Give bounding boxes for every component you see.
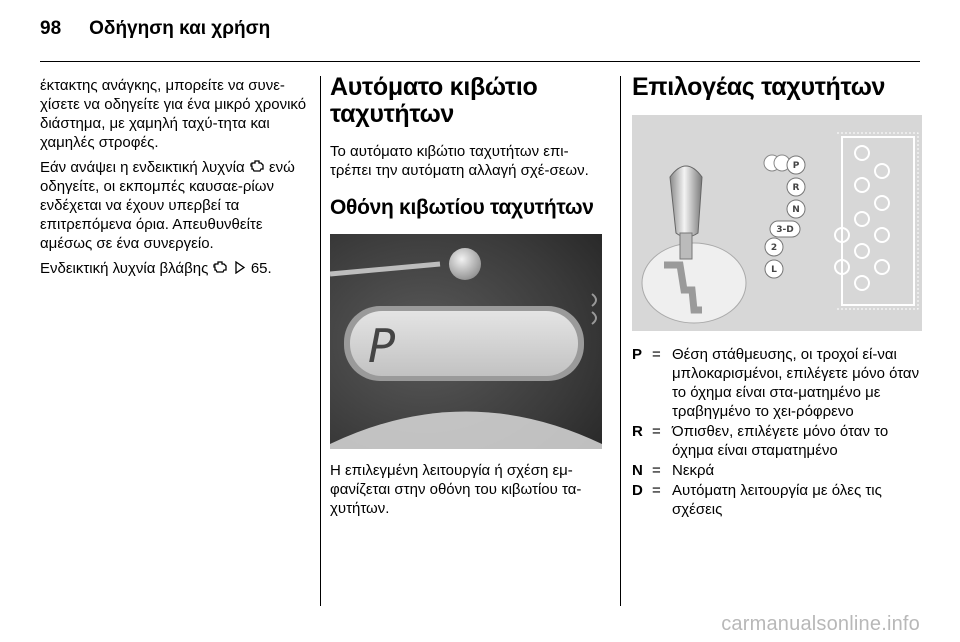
warning-text-after: ενώ οδηγείτε, οι εκπομπές καυσαε-ρίων ενδέχεται να έχουν υπερβεί τα επιτρεπόμενα όρια. Απευθυνθείτε αμέσως σε ένα συνεργείο. <box>40 159 295 252</box>
malfunction-text: Ενδεικτική λυχνία βλάβης <box>40 260 209 277</box>
warning-text-before: Εάν ανάψει η ενδεικτική λυχνία <box>40 159 245 176</box>
definition-text: Θέση στάθμευσης, οι τροχοί εί-ναι μπλοκαρισμένοι, επιλέγετε μόνο όταν το όχημα είναι στα-ματημένο με τραβηγμένο το χει-ρόφρενο <box>672 346 920 420</box>
definition-equals: = <box>652 482 661 499</box>
definition-text: Αυτόματη λειτουργία με όλες τις σχέσεις <box>672 482 882 518</box>
definition-equals: = <box>652 423 661 440</box>
section-title: Οδήγηση και χρήση <box>89 18 271 39</box>
gear-selector-title: Επιλογέας ταχυτήτων <box>632 73 886 101</box>
gate-label-2: 2 <box>770 243 778 253</box>
malfunction-page-ref[interactable]: 65. <box>250 260 272 277</box>
definition-row <box>632 422 922 460</box>
definition-equals: = <box>652 346 661 363</box>
engine-warning-icon <box>212 260 228 275</box>
gearbox-display-subtitle: Οθόνη κιβωτίου ταχυτήτων <box>330 196 594 219</box>
column-divider-2 <box>620 76 621 606</box>
selector-definitions <box>632 345 922 519</box>
definition-row <box>632 461 922 480</box>
column-1 <box>40 76 310 284</box>
gate-label-p: P <box>792 161 800 171</box>
engine-warning-icon <box>249 159 265 174</box>
display-gear-letter: P <box>368 319 396 373</box>
definition-text: Όπισθεν, επιλέγετε μόνο όταν το όχημα είναι σταματημένο <box>672 423 889 459</box>
page-number: 98 <box>40 18 62 39</box>
gear-selector-image <box>632 115 922 331</box>
page-reference-arrow-icon <box>234 261 246 274</box>
gate-label-l: L <box>771 265 777 275</box>
paragraph-warning-light <box>40 158 310 253</box>
definition-equals: = <box>652 462 661 479</box>
definition-text: Νεκρά <box>672 462 715 479</box>
definition-key: N <box>632 462 643 479</box>
gate-label-r: R <box>792 183 800 193</box>
column-2 <box>330 73 602 524</box>
paragraph-malfunction-ref <box>40 259 310 278</box>
definition-row <box>632 481 922 519</box>
header-divider <box>40 61 920 62</box>
definition-key: R <box>632 423 643 440</box>
definition-row <box>632 345 922 421</box>
definition-key: D <box>632 482 643 499</box>
paragraph-emergency: έκτακτης ανάγκης, μπορείτε να συνε-χίσετε να οδηγείτε για ένα μικρό χρονικό διάστημα, με χαμηλή ταχύ-τητα και χαμηλές στροφές. <box>40 77 307 151</box>
gate-label-n: N <box>792 205 800 215</box>
watermark-text: carmanualsonline.info <box>721 613 920 635</box>
automatic-gearbox-intro: Το αυτόματο κιβώτιο ταχυτήτων επι-τρέπει την αυτόματη αλλαγή σχέ-σεων. <box>330 143 589 179</box>
automatic-gearbox-title: Αυτόματο κιβώτιο ταχυτήτων <box>330 73 538 128</box>
column-3 <box>632 73 922 520</box>
page-header <box>40 18 270 48</box>
column-divider-1 <box>320 76 321 606</box>
definition-key: P <box>632 346 643 363</box>
gearbox-display-image <box>330 234 602 449</box>
gate-label-3d: 3-D <box>776 225 794 235</box>
display-caption: Η επιλεγμένη λειτουργία ή σχέση εμ-φανίζεται στην οθόνη του κιβωτίου τα-χυτήτων. <box>330 462 582 517</box>
